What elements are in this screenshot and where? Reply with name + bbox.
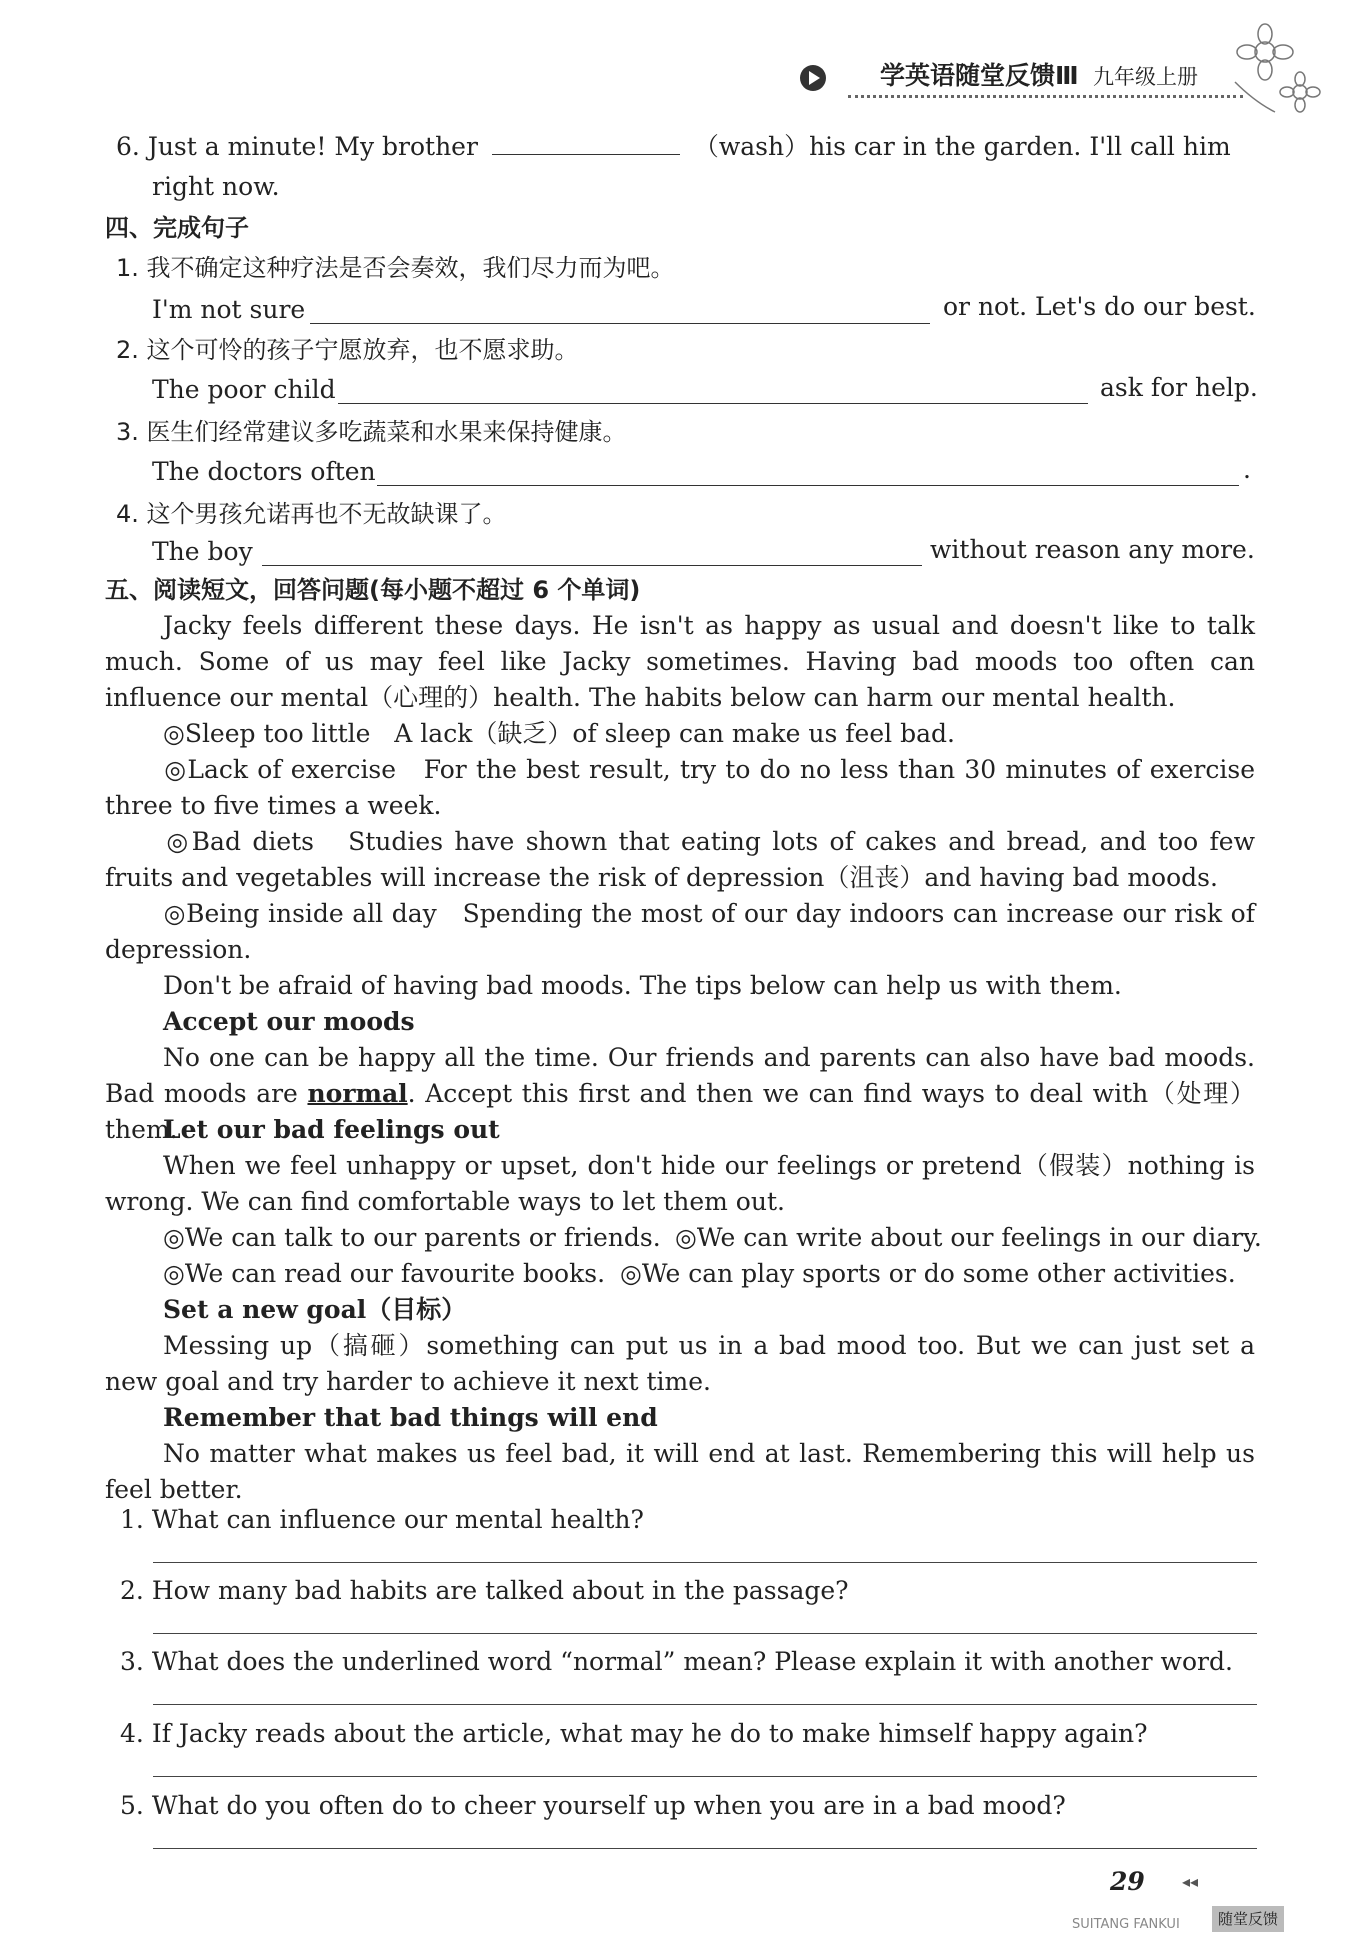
- tip-4-text: [105, 1436, 1255, 1508]
- item-hint: （wash）his car in the garden. I'll call him: [693, 132, 1231, 161]
- answer-line[interactable]: [153, 1776, 1257, 1777]
- item-english-end: or not. Let's do our best.: [943, 292, 1256, 321]
- passage-text: No matter what makes us feel bad, it will end at last. Remembering this will help us feel better.: [105, 1439, 1255, 1504]
- underlined-word: normal: [307, 1079, 408, 1108]
- item-number: 1.: [116, 254, 139, 282]
- habit-label: ◎Being inside all day: [163, 899, 437, 928]
- question-number: 1.: [120, 1505, 144, 1534]
- item-number: 2.: [116, 336, 139, 364]
- tips-intro: [105, 968, 1255, 1004]
- item-english-end: without reason any more.: [930, 535, 1255, 564]
- question-number: 4.: [120, 1719, 144, 1748]
- tip-4-title: [105, 1400, 1255, 1436]
- question-text: What do you often do to cheer yourself up when you are in a bad mood?: [151, 1791, 1066, 1820]
- answer-blank[interactable]: [338, 377, 1088, 404]
- answer-line[interactable]: [153, 1633, 1257, 1634]
- section-heading-4: 四、完成句子: [105, 214, 249, 242]
- item-text-continued: right now.: [152, 172, 280, 201]
- passage-intro: [105, 608, 1255, 716]
- passage-text: Messing up（搞砸）something can put us in a bad mood too. But we can just set a new goal and try harder to achieve it next time.: [105, 1331, 1255, 1396]
- flower-decoration-icon: [1215, 12, 1335, 122]
- tip-3-text: [105, 1328, 1255, 1400]
- item-chinese: 这个可怜的孩子宁愿放弃，也不愿求助。: [146, 336, 579, 364]
- item-number: 4.: [116, 500, 139, 528]
- way-4: ◎We can play sports or do some other activities.: [620, 1259, 1236, 1288]
- tip-3-title: [105, 1292, 1255, 1328]
- book-title: 学英语随堂反馈Ⅲ: [880, 61, 1079, 90]
- item-chinese: 医生们经常建议多吃蔬菜和水果来保持健康。: [146, 418, 627, 446]
- header-dotted-rule: [848, 95, 1243, 98]
- arrow-icon: ◂◂: [1182, 1872, 1199, 1891]
- item-text: Just a minute! My brother: [147, 132, 478, 161]
- answer-blank[interactable]: [377, 459, 1239, 486]
- answer-blank[interactable]: [492, 128, 680, 155]
- book-grade: 九年级上册: [1093, 65, 1198, 89]
- answer-blank[interactable]: [262, 539, 922, 566]
- tip-2-text: [105, 1148, 1255, 1220]
- way-2: ◎We can write about our feelings in our diary.: [675, 1223, 1262, 1252]
- question-number: 2.: [120, 1576, 144, 1605]
- tip-2-title: [105, 1112, 1255, 1148]
- tip-title: Accept our moods: [163, 1007, 415, 1036]
- tip-title: Let our bad feelings out: [163, 1115, 500, 1144]
- habit-1: [105, 716, 1255, 752]
- item-number: 6.: [116, 132, 140, 161]
- page-number: 29: [1110, 1867, 1145, 1896]
- habit-4: [105, 896, 1255, 968]
- habit-text: For the best result, try to do no less than 30 minutes of exercise three to five times a week.: [105, 755, 1255, 820]
- habit-3: [105, 824, 1255, 896]
- section-heading-5: 五、阅读短文，回答问题(每小题不超过 6 个单词): [105, 576, 641, 604]
- habit-label: ◎Lack of exercise: [163, 755, 397, 784]
- question-number: 5.: [120, 1791, 144, 1820]
- item-english-start: The poor child: [152, 375, 336, 404]
- item-chinese: 我不确定这种疗法是否会奏效，我们尽力而为吧。: [146, 254, 675, 282]
- tip-1-title: [105, 1004, 1255, 1040]
- habit-text: Spending the most of our day indoors can increase our risk of depression.: [105, 899, 1255, 964]
- way-1: ◎We can talk to our parents or friends.: [163, 1223, 661, 1252]
- footer-label-en: SUITANG FANKUI: [1072, 1917, 1180, 1932]
- question-text: If Jacky reads about the article, what may he do to make himself happy again?: [151, 1719, 1148, 1748]
- habit-text: A lack（缺乏）of sleep can make us feel bad.: [394, 719, 955, 748]
- question-text: How many bad habits are talked about in the passage?: [151, 1576, 849, 1605]
- item-chinese: 这个男孩允诺再也不无故缺课了。: [146, 500, 507, 528]
- item-english-end: .: [1243, 455, 1251, 484]
- tip-title: Remember that bad things will end: [163, 1403, 658, 1432]
- answer-blank[interactable]: [310, 297, 930, 324]
- habit-label: ◎Sleep too little: [163, 719, 371, 748]
- habit-label: ◎Bad diets: [163, 827, 314, 856]
- answer-line[interactable]: [153, 1562, 1257, 1563]
- answer-line[interactable]: [153, 1704, 1257, 1705]
- play-icon: [798, 63, 828, 93]
- way-3: ◎We can read our favourite books.: [163, 1259, 606, 1288]
- passage-text: No one can be happy all the time. Our friends and parents can also have bad moods. Bad moods are: [105, 1043, 1255, 1108]
- tip-title: Set a new goal（目标）: [163, 1295, 467, 1324]
- passage-text: Jacky feels different these days. He isn't as happy as usual and doesn't like to talk much. Some of us may feel like Jacky sometimes. Having bad moods too often can influence our mental（心理的）health. The habits below can harm our mental health.: [105, 611, 1255, 712]
- footer-tag: 随堂反馈: [1212, 1906, 1284, 1932]
- passage-text: Don't be afraid of having bad moods. The tips below can help us with them.: [163, 971, 1122, 1000]
- item-english-end: ask for help.: [1100, 373, 1258, 402]
- passage-text: When we feel unhappy or upset, don't hide our feelings or pretend（假装）nothing is wrong. We can find comfortable ways to let them out.: [105, 1151, 1255, 1216]
- answer-line[interactable]: [153, 1848, 1257, 1849]
- item-number: 3.: [116, 418, 139, 446]
- item-english-start: The boy: [152, 537, 253, 566]
- passage-text: . Accept this first and then we can find ways to deal with（处理）them.: [105, 1079, 1255, 1144]
- question-number: 3.: [120, 1647, 144, 1676]
- item-english-start: I'm not sure: [152, 295, 306, 324]
- question-text: What does the underlined word “normal” mean? Please explain it with another word.: [151, 1647, 1233, 1676]
- habit-text: Studies have shown that eating lots of cakes and bread, and too few fruits and vegetables will increase the risk of depression（沮丧）and having bad moods.: [105, 827, 1255, 892]
- habit-2: [105, 752, 1255, 824]
- question-text: What can influence our mental health?: [151, 1505, 644, 1534]
- item-english-start: The doctors often: [152, 457, 376, 486]
